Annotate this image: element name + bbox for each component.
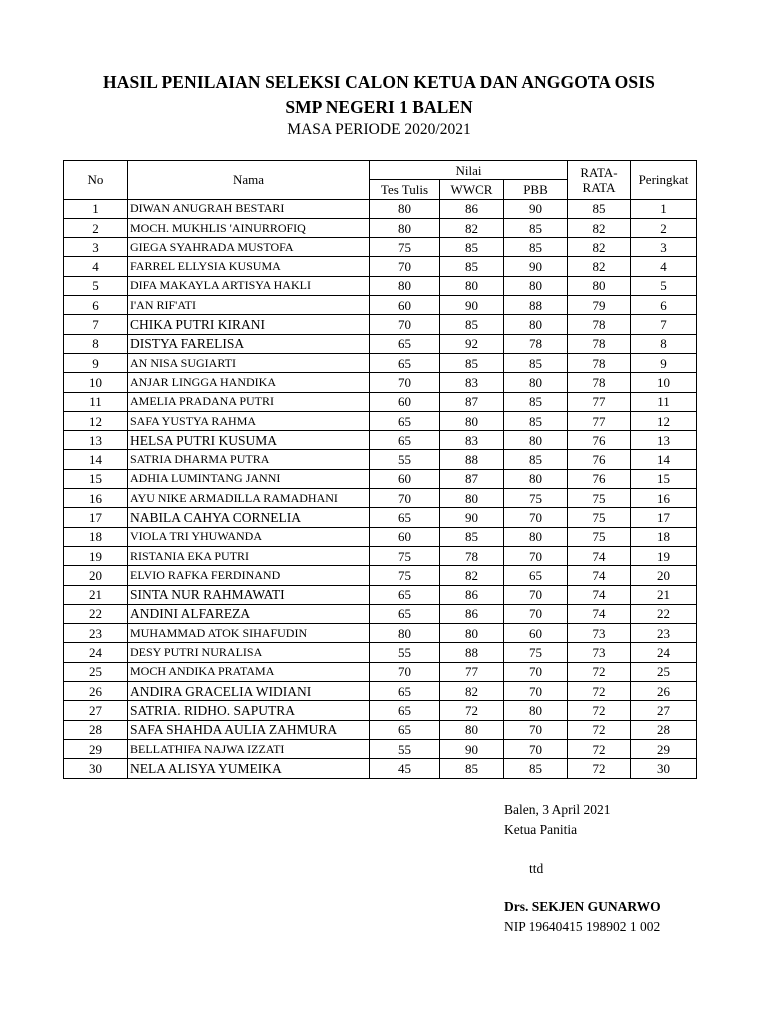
cell-no: 6 xyxy=(64,296,128,315)
cell-peringkat: 12 xyxy=(631,411,697,430)
cell-wwcr: 85 xyxy=(440,353,504,372)
cell-wwcr: 80 xyxy=(440,411,504,430)
cell-pbb: 80 xyxy=(504,373,568,392)
cell-tes-tulis: 45 xyxy=(370,759,440,778)
cell-pbb: 80 xyxy=(504,315,568,334)
cell-rata-rata: 77 xyxy=(568,411,631,430)
table-row xyxy=(64,353,697,372)
table-row xyxy=(64,701,697,720)
cell-nama: ANJAR LINGGA HANDIKA xyxy=(128,373,370,392)
cell-nama: FARREL ELLYSIA KUSUMA xyxy=(128,257,370,276)
cell-tes-tulis: 65 xyxy=(370,353,440,372)
cell-rata-rata: 75 xyxy=(568,489,631,508)
cell-peringkat: 10 xyxy=(631,373,697,392)
cell-rata-rata: 77 xyxy=(568,392,631,411)
cell-wwcr: 85 xyxy=(440,759,504,778)
cell-pbb: 80 xyxy=(504,276,568,295)
cell-no: 21 xyxy=(64,585,128,604)
column-header-nama: Nama xyxy=(128,161,370,200)
cell-rata-rata: 72 xyxy=(568,662,631,681)
table-row xyxy=(64,566,697,585)
cell-peringkat: 30 xyxy=(631,759,697,778)
cell-wwcr: 80 xyxy=(440,624,504,643)
cell-pbb: 85 xyxy=(504,759,568,778)
cell-tes-tulis: 70 xyxy=(370,662,440,681)
cell-no: 13 xyxy=(64,431,128,450)
cell-wwcr: 83 xyxy=(440,431,504,450)
cell-peringkat: 7 xyxy=(631,315,697,334)
cell-rata-rata: 78 xyxy=(568,373,631,392)
cell-pbb: 90 xyxy=(504,199,568,218)
cell-tes-tulis: 60 xyxy=(370,296,440,315)
cell-pbb: 70 xyxy=(504,604,568,623)
cell-rata-rata: 82 xyxy=(568,238,631,257)
cell-tes-tulis: 65 xyxy=(370,431,440,450)
cell-nama: NELA ALISYA YUMEIKA xyxy=(128,759,370,778)
table-row xyxy=(64,508,697,527)
cell-tes-tulis: 70 xyxy=(370,373,440,392)
cell-rata-rata: 76 xyxy=(568,469,631,488)
cell-rata-rata: 82 xyxy=(568,257,631,276)
cell-rata-rata: 72 xyxy=(568,682,631,701)
cell-wwcr: 90 xyxy=(440,508,504,527)
table-row xyxy=(64,276,697,295)
cell-peringkat: 15 xyxy=(631,469,697,488)
cell-nama: RISTANIA EKA PUTRI xyxy=(128,546,370,565)
cell-nama: ANDIRA GRACELIA WIDIANI xyxy=(128,682,370,701)
cell-pbb: 75 xyxy=(504,489,568,508)
cell-wwcr: 82 xyxy=(440,218,504,237)
cell-no: 12 xyxy=(64,411,128,430)
cell-tes-tulis: 65 xyxy=(370,720,440,739)
document-title: HASIL PENILAIAN SELEKSI CALON KETUA DAN ANGGOTA OSIS xyxy=(103,72,655,92)
cell-rata-rata: 74 xyxy=(568,585,631,604)
cell-pbb: 85 xyxy=(504,353,568,372)
cell-peringkat: 20 xyxy=(631,566,697,585)
cell-wwcr: 77 xyxy=(440,662,504,681)
cell-peringkat: 2 xyxy=(631,218,697,237)
cell-wwcr: 72 xyxy=(440,701,504,720)
cell-peringkat: 22 xyxy=(631,604,697,623)
cell-tes-tulis: 70 xyxy=(370,489,440,508)
cell-peringkat: 16 xyxy=(631,489,697,508)
cell-pbb: 85 xyxy=(504,450,568,469)
cell-wwcr: 86 xyxy=(440,199,504,218)
cell-nama: I'AN RIF'ATI xyxy=(128,296,370,315)
cell-nama: BELLATHIFA NAJWA IZZATI xyxy=(128,739,370,758)
table-row xyxy=(64,296,697,315)
cell-no: 4 xyxy=(64,257,128,276)
cell-rata-rata: 79 xyxy=(568,296,631,315)
table-row xyxy=(64,739,697,758)
cell-no: 14 xyxy=(64,450,128,469)
school-name: SMP NEGERI 1 BALEN xyxy=(285,97,473,117)
cell-nama: ELVIO RAFKA FERDINAND xyxy=(128,566,370,585)
cell-wwcr: 88 xyxy=(440,450,504,469)
cell-tes-tulis: 80 xyxy=(370,624,440,643)
cell-rata-rata: 78 xyxy=(568,353,631,372)
cell-pbb: 70 xyxy=(504,508,568,527)
cell-tes-tulis: 80 xyxy=(370,218,440,237)
cell-pbb: 85 xyxy=(504,238,568,257)
cell-no: 8 xyxy=(64,334,128,353)
cell-peringkat: 27 xyxy=(631,701,697,720)
period-subtitle: MASA PERIODE 2020/2021 xyxy=(287,121,471,138)
cell-peringkat: 9 xyxy=(631,353,697,372)
cell-nama: DIFA MAKAYLA ARTISYA HAKLI xyxy=(128,276,370,295)
cell-no: 27 xyxy=(64,701,128,720)
cell-no: 17 xyxy=(64,508,128,527)
cell-tes-tulis: 65 xyxy=(370,411,440,430)
cell-peringkat: 3 xyxy=(631,238,697,257)
cell-peringkat: 28 xyxy=(631,720,697,739)
cell-tes-tulis: 55 xyxy=(370,450,440,469)
cell-no: 24 xyxy=(64,643,128,662)
table-header xyxy=(64,161,697,200)
signature-name: Drs. SEKJEN GUNARWO xyxy=(504,899,661,914)
column-header-peringkat: Peringkat xyxy=(631,161,697,200)
cell-rata-rata: 72 xyxy=(568,701,631,720)
cell-tes-tulis: 65 xyxy=(370,604,440,623)
cell-tes-tulis: 70 xyxy=(370,257,440,276)
signature-place-date: Balen, 3 April 2021 xyxy=(504,802,611,817)
cell-pbb: 85 xyxy=(504,392,568,411)
cell-tes-tulis: 60 xyxy=(370,527,440,546)
table-row xyxy=(64,527,697,546)
cell-no: 16 xyxy=(64,489,128,508)
cell-wwcr: 85 xyxy=(440,527,504,546)
score-table xyxy=(63,160,697,779)
cell-tes-tulis: 55 xyxy=(370,643,440,662)
cell-no: 30 xyxy=(64,759,128,778)
cell-pbb: 80 xyxy=(504,469,568,488)
cell-wwcr: 90 xyxy=(440,296,504,315)
cell-peringkat: 25 xyxy=(631,662,697,681)
cell-nama: SATRIA DHARMA PUTRA xyxy=(128,450,370,469)
cell-wwcr: 92 xyxy=(440,334,504,353)
cell-rata-rata: 75 xyxy=(568,527,631,546)
cell-rata-rata: 73 xyxy=(568,643,631,662)
cell-peringkat: 17 xyxy=(631,508,697,527)
cell-peringkat: 19 xyxy=(631,546,697,565)
cell-rata-rata: 76 xyxy=(568,431,631,450)
table-row xyxy=(64,218,697,237)
cell-no: 10 xyxy=(64,373,128,392)
table-row xyxy=(64,373,697,392)
cell-rata-rata: 76 xyxy=(568,450,631,469)
cell-tes-tulis: 80 xyxy=(370,276,440,295)
cell-wwcr: 90 xyxy=(440,739,504,758)
cell-rata-rata: 72 xyxy=(568,739,631,758)
cell-wwcr: 83 xyxy=(440,373,504,392)
cell-nama: GIEGA SYAHRADA MUSTOFA xyxy=(128,238,370,257)
column-header-rata-rata: RATA-RATA xyxy=(568,161,631,200)
table-row xyxy=(64,431,697,450)
cell-wwcr: 85 xyxy=(440,257,504,276)
cell-wwcr: 82 xyxy=(440,682,504,701)
cell-peringkat: 5 xyxy=(631,276,697,295)
cell-no: 9 xyxy=(64,353,128,372)
cell-nama: MUHAMMAD ATOK SIHAFUDIN xyxy=(128,624,370,643)
cell-pbb: 88 xyxy=(504,296,568,315)
cell-no: 23 xyxy=(64,624,128,643)
cell-tes-tulis: 65 xyxy=(370,701,440,720)
cell-wwcr: 78 xyxy=(440,546,504,565)
cell-nama: NABILA CAHYA CORNELIA xyxy=(128,508,370,527)
table-row xyxy=(64,199,697,218)
cell-tes-tulis: 70 xyxy=(370,315,440,334)
cell-peringkat: 18 xyxy=(631,527,697,546)
column-header-pbb: PBB xyxy=(504,180,568,199)
cell-pbb: 80 xyxy=(504,431,568,450)
cell-no: 20 xyxy=(64,566,128,585)
cell-nama: DIWAN ANUGRAH BESTARI xyxy=(128,199,370,218)
cell-rata-rata: 74 xyxy=(568,566,631,585)
signature-nip: NIP 19640415 198902 1 002 xyxy=(504,919,661,934)
table-row xyxy=(64,624,697,643)
cell-nama: DESY PUTRI NURALISA xyxy=(128,643,370,662)
cell-wwcr: 85 xyxy=(440,315,504,334)
table-row xyxy=(64,585,697,604)
cell-nama: ANDINI ALFAREZA xyxy=(128,604,370,623)
cell-tes-tulis: 65 xyxy=(370,682,440,701)
cell-nama: AMELIA PRADANA PUTRI xyxy=(128,392,370,411)
column-header-wwcr: WWCR xyxy=(440,180,504,199)
table-body xyxy=(64,199,697,778)
cell-pbb: 85 xyxy=(504,218,568,237)
cell-pbb: 65 xyxy=(504,566,568,585)
cell-nama: SATRIA. RIDHO. SAPUTRA xyxy=(128,701,370,720)
cell-wwcr: 86 xyxy=(440,604,504,623)
cell-rata-rata: 82 xyxy=(568,218,631,237)
cell-rata-rata: 78 xyxy=(568,315,631,334)
table-row xyxy=(64,643,697,662)
cell-no: 5 xyxy=(64,276,128,295)
table-row xyxy=(64,315,697,334)
cell-rata-rata: 85 xyxy=(568,199,631,218)
cell-no: 29 xyxy=(64,739,128,758)
cell-tes-tulis: 80 xyxy=(370,199,440,218)
cell-pbb: 90 xyxy=(504,257,568,276)
cell-wwcr: 85 xyxy=(440,238,504,257)
cell-no: 7 xyxy=(64,315,128,334)
cell-pbb: 70 xyxy=(504,585,568,604)
cell-rata-rata: 72 xyxy=(568,759,631,778)
cell-no: 26 xyxy=(64,682,128,701)
cell-wwcr: 80 xyxy=(440,720,504,739)
cell-nama: VIOLA TRI YHUWANDA xyxy=(128,527,370,546)
cell-pbb: 70 xyxy=(504,662,568,681)
cell-pbb: 70 xyxy=(504,720,568,739)
cell-rata-rata: 74 xyxy=(568,604,631,623)
cell-wwcr: 87 xyxy=(440,469,504,488)
cell-tes-tulis: 65 xyxy=(370,585,440,604)
cell-nama: AYU NIKE ARMADILLA RAMADHANI xyxy=(128,489,370,508)
cell-wwcr: 80 xyxy=(440,276,504,295)
cell-tes-tulis: 65 xyxy=(370,508,440,527)
cell-nama: SINTA NUR RAHMAWATI xyxy=(128,585,370,604)
cell-no: 1 xyxy=(64,199,128,218)
cell-peringkat: 13 xyxy=(631,431,697,450)
cell-no: 15 xyxy=(64,469,128,488)
cell-wwcr: 86 xyxy=(440,585,504,604)
cell-pbb: 80 xyxy=(504,701,568,720)
cell-nama: CHIKA PUTRI KIRANI xyxy=(128,315,370,334)
table-row xyxy=(64,334,697,353)
cell-pbb: 78 xyxy=(504,334,568,353)
cell-no: 28 xyxy=(64,720,128,739)
table-row xyxy=(64,662,697,681)
table-row xyxy=(64,450,697,469)
table-row xyxy=(64,759,697,778)
cell-pbb: 70 xyxy=(504,682,568,701)
cell-nama: HELSA PUTRI KUSUMA xyxy=(128,431,370,450)
cell-no: 11 xyxy=(64,392,128,411)
cell-wwcr: 88 xyxy=(440,643,504,662)
cell-rata-rata: 75 xyxy=(568,508,631,527)
cell-nama: MOCH ANDIKA PRATAMA xyxy=(128,662,370,681)
signature-role: Ketua Panitia xyxy=(504,822,578,837)
cell-peringkat: 11 xyxy=(631,392,697,411)
table-row xyxy=(64,720,697,739)
cell-peringkat: 21 xyxy=(631,585,697,604)
cell-nama: DISTYA FARELISA xyxy=(128,334,370,353)
cell-tes-tulis: 65 xyxy=(370,334,440,353)
cell-wwcr: 82 xyxy=(440,566,504,585)
signature-ttd: ttd xyxy=(529,861,544,876)
cell-peringkat: 29 xyxy=(631,739,697,758)
table-row xyxy=(64,257,697,276)
cell-rata-rata: 73 xyxy=(568,624,631,643)
cell-nama: AN NISA SUGIARTI xyxy=(128,353,370,372)
column-header-tes-tulis: Tes Tulis xyxy=(370,180,440,199)
cell-rata-rata: 80 xyxy=(568,276,631,295)
cell-pbb: 70 xyxy=(504,546,568,565)
cell-no: 22 xyxy=(64,604,128,623)
cell-nama: ADHIA LUMINTANG JANNI xyxy=(128,469,370,488)
cell-tes-tulis: 75 xyxy=(370,238,440,257)
cell-wwcr: 87 xyxy=(440,392,504,411)
table-row xyxy=(64,411,697,430)
cell-nama: SAFA YUSTYA RAHMA xyxy=(128,411,370,430)
cell-rata-rata: 78 xyxy=(568,334,631,353)
cell-peringkat: 1 xyxy=(631,199,697,218)
table-row xyxy=(64,604,697,623)
table-row xyxy=(64,546,697,565)
cell-peringkat: 24 xyxy=(631,643,697,662)
column-header-no: No xyxy=(64,161,128,200)
cell-rata-rata: 72 xyxy=(568,720,631,739)
cell-peringkat: 6 xyxy=(631,296,697,315)
cell-tes-tulis: 55 xyxy=(370,739,440,758)
cell-peringkat: 26 xyxy=(631,682,697,701)
cell-tes-tulis: 75 xyxy=(370,566,440,585)
cell-no: 19 xyxy=(64,546,128,565)
column-header-nilai: Nilai xyxy=(370,161,568,180)
cell-no: 18 xyxy=(64,527,128,546)
cell-no: 3 xyxy=(64,238,128,257)
cell-pbb: 75 xyxy=(504,643,568,662)
cell-pbb: 80 xyxy=(504,527,568,546)
cell-pbb: 60 xyxy=(504,624,568,643)
table-row xyxy=(64,238,697,257)
cell-tes-tulis: 60 xyxy=(370,392,440,411)
cell-tes-tulis: 60 xyxy=(370,469,440,488)
cell-tes-tulis: 75 xyxy=(370,546,440,565)
cell-peringkat: 23 xyxy=(631,624,697,643)
cell-pbb: 85 xyxy=(504,411,568,430)
cell-peringkat: 4 xyxy=(631,257,697,276)
cell-no: 2 xyxy=(64,218,128,237)
cell-nama: MOCH. MUKHLIS 'AINURROFIQ xyxy=(128,218,370,237)
cell-peringkat: 8 xyxy=(631,334,697,353)
table-row xyxy=(64,392,697,411)
cell-wwcr: 80 xyxy=(440,489,504,508)
cell-peringkat: 14 xyxy=(631,450,697,469)
table-row xyxy=(64,682,697,701)
cell-pbb: 70 xyxy=(504,739,568,758)
cell-nama: SAFA SHAHDA AULIA ZAHMURA xyxy=(128,720,370,739)
table-row xyxy=(64,489,697,508)
table-row xyxy=(64,469,697,488)
cell-rata-rata: 74 xyxy=(568,546,631,565)
cell-no: 25 xyxy=(64,662,128,681)
